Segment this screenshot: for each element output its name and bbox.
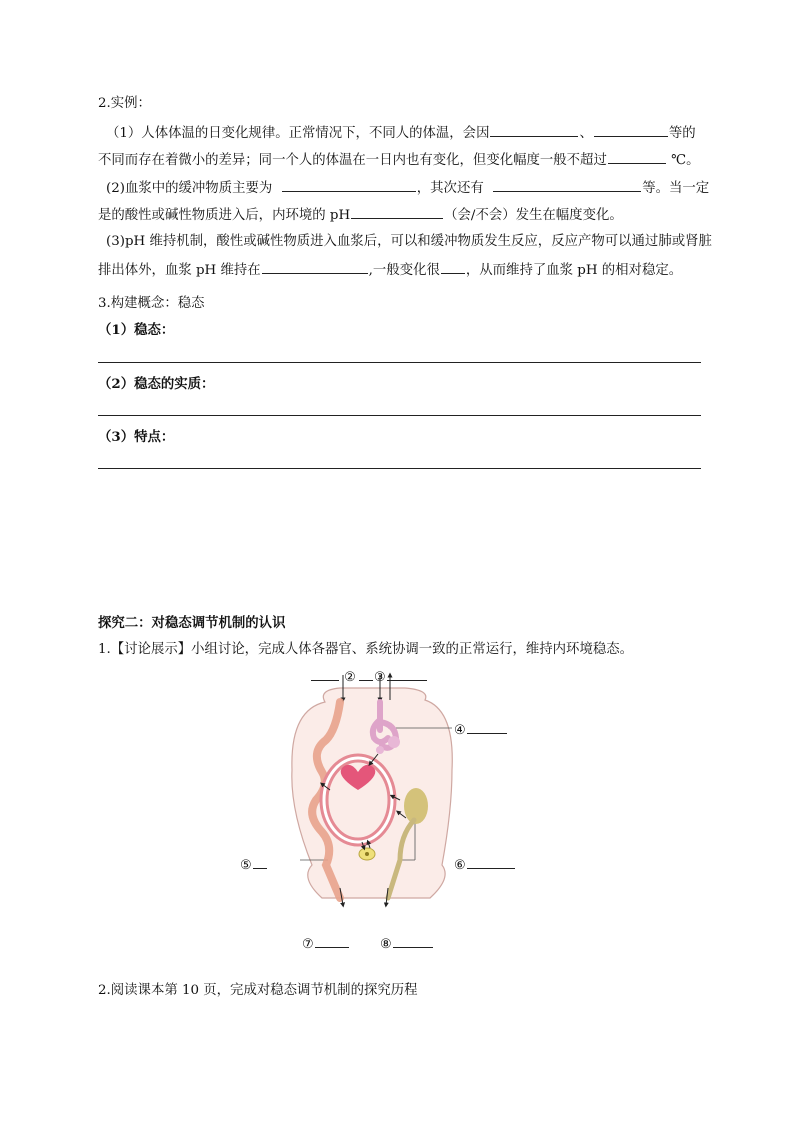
blank-buffer-main[interactable] [282, 177, 416, 192]
item1-line1 [106, 122, 696, 144]
item1-line2 [98, 149, 699, 171]
body-outline [292, 688, 452, 898]
item3-line2 [98, 259, 682, 281]
cell-nucleus [365, 852, 369, 856]
item1-unit: ℃。 [671, 153, 700, 168]
label-7-text: ⑦ [302, 937, 314, 952]
label-8-text: ⑧ [380, 937, 392, 952]
lung-alveoli-2 [376, 746, 384, 754]
label-4-text: ④ [454, 723, 466, 738]
q3-label: （3）特点： [98, 429, 175, 445]
label-2-text: ② [344, 670, 356, 685]
blank-ph-range[interactable] [262, 259, 368, 274]
item2-text-c: 等。当一定 [642, 181, 710, 196]
label-6-text: ⑥ [454, 858, 466, 873]
item1-sep: 、 [579, 126, 593, 141]
blank-temp-range[interactable] [608, 149, 666, 164]
section2-heading: 2.实例： [98, 96, 151, 111]
lung-alveoli [388, 736, 400, 748]
blank-factor-2[interactable] [594, 122, 668, 137]
blank-factor-1[interactable] [490, 122, 578, 137]
step1-tag: 1.【讨论展示】 [98, 642, 192, 657]
blank-buffer-other[interactable] [493, 177, 641, 192]
label-5-text: ⑤ [240, 858, 252, 873]
item2-line2 [98, 204, 623, 226]
q1-answer-line[interactable] [98, 362, 701, 363]
blank-ph-change[interactable] [351, 204, 443, 219]
explore2-step1 [98, 640, 633, 660]
step1-text: 小组讨论，完成人体各器官、系统协调一致的正常运行，维持内环境稳态。 [191, 642, 634, 657]
explore2-step2: 2.阅读课本第 10 页，完成对稳态调节机制的探究历程 [98, 983, 418, 998]
item2-line1 [106, 177, 709, 199]
item2-text-e: （会/不会）发生在幅度变化。 [444, 208, 623, 223]
item3-text-b: 排出体外，血浆 pH 维持在 [98, 263, 261, 278]
q2-label: （2）稳态的实质： [98, 376, 215, 392]
item2-text-a: (2)血浆中的缓冲物质主要为 [106, 181, 273, 196]
explore2-title: 探究二：对稳态调节机制的认识 [98, 615, 286, 631]
label-3-text: ③ [374, 670, 386, 685]
item2-text-d: 是的酸性或碱性物质进入后，内环境的 pH [98, 208, 351, 223]
item2-text-b: ，其次还有 [416, 181, 484, 196]
item3-text-d: ，从而维持了血浆 pH 的相对稳定。 [465, 263, 683, 278]
q3-answer-line[interactable] [98, 468, 701, 469]
item1-text-c: 不同而存在着微小的差异；同一个人的体温在一日内也有变化，但变化幅度一般不超过 [98, 153, 607, 168]
q1-label: （1）稳态： [98, 322, 175, 338]
item1-text-b: 等的 [668, 126, 696, 141]
q2-answer-line[interactable] [98, 415, 701, 416]
homeostasis-diagram [230, 660, 540, 960]
item3-line1: (3)pH 维持机制，酸性或碱性物质进入血浆后，可以和缓冲物质发生反应，反应产物可以通过肺或肾脏 [106, 234, 712, 249]
item3-text-c: ,一般变化很 [368, 263, 440, 278]
item1-text-a: （1）人体体温的日变化规律。正常情况下，不同人的体温，会因 [106, 126, 490, 141]
blank-ph-degree[interactable] [441, 259, 465, 274]
section3-heading: 3.构建概念：稳态 [98, 296, 205, 311]
